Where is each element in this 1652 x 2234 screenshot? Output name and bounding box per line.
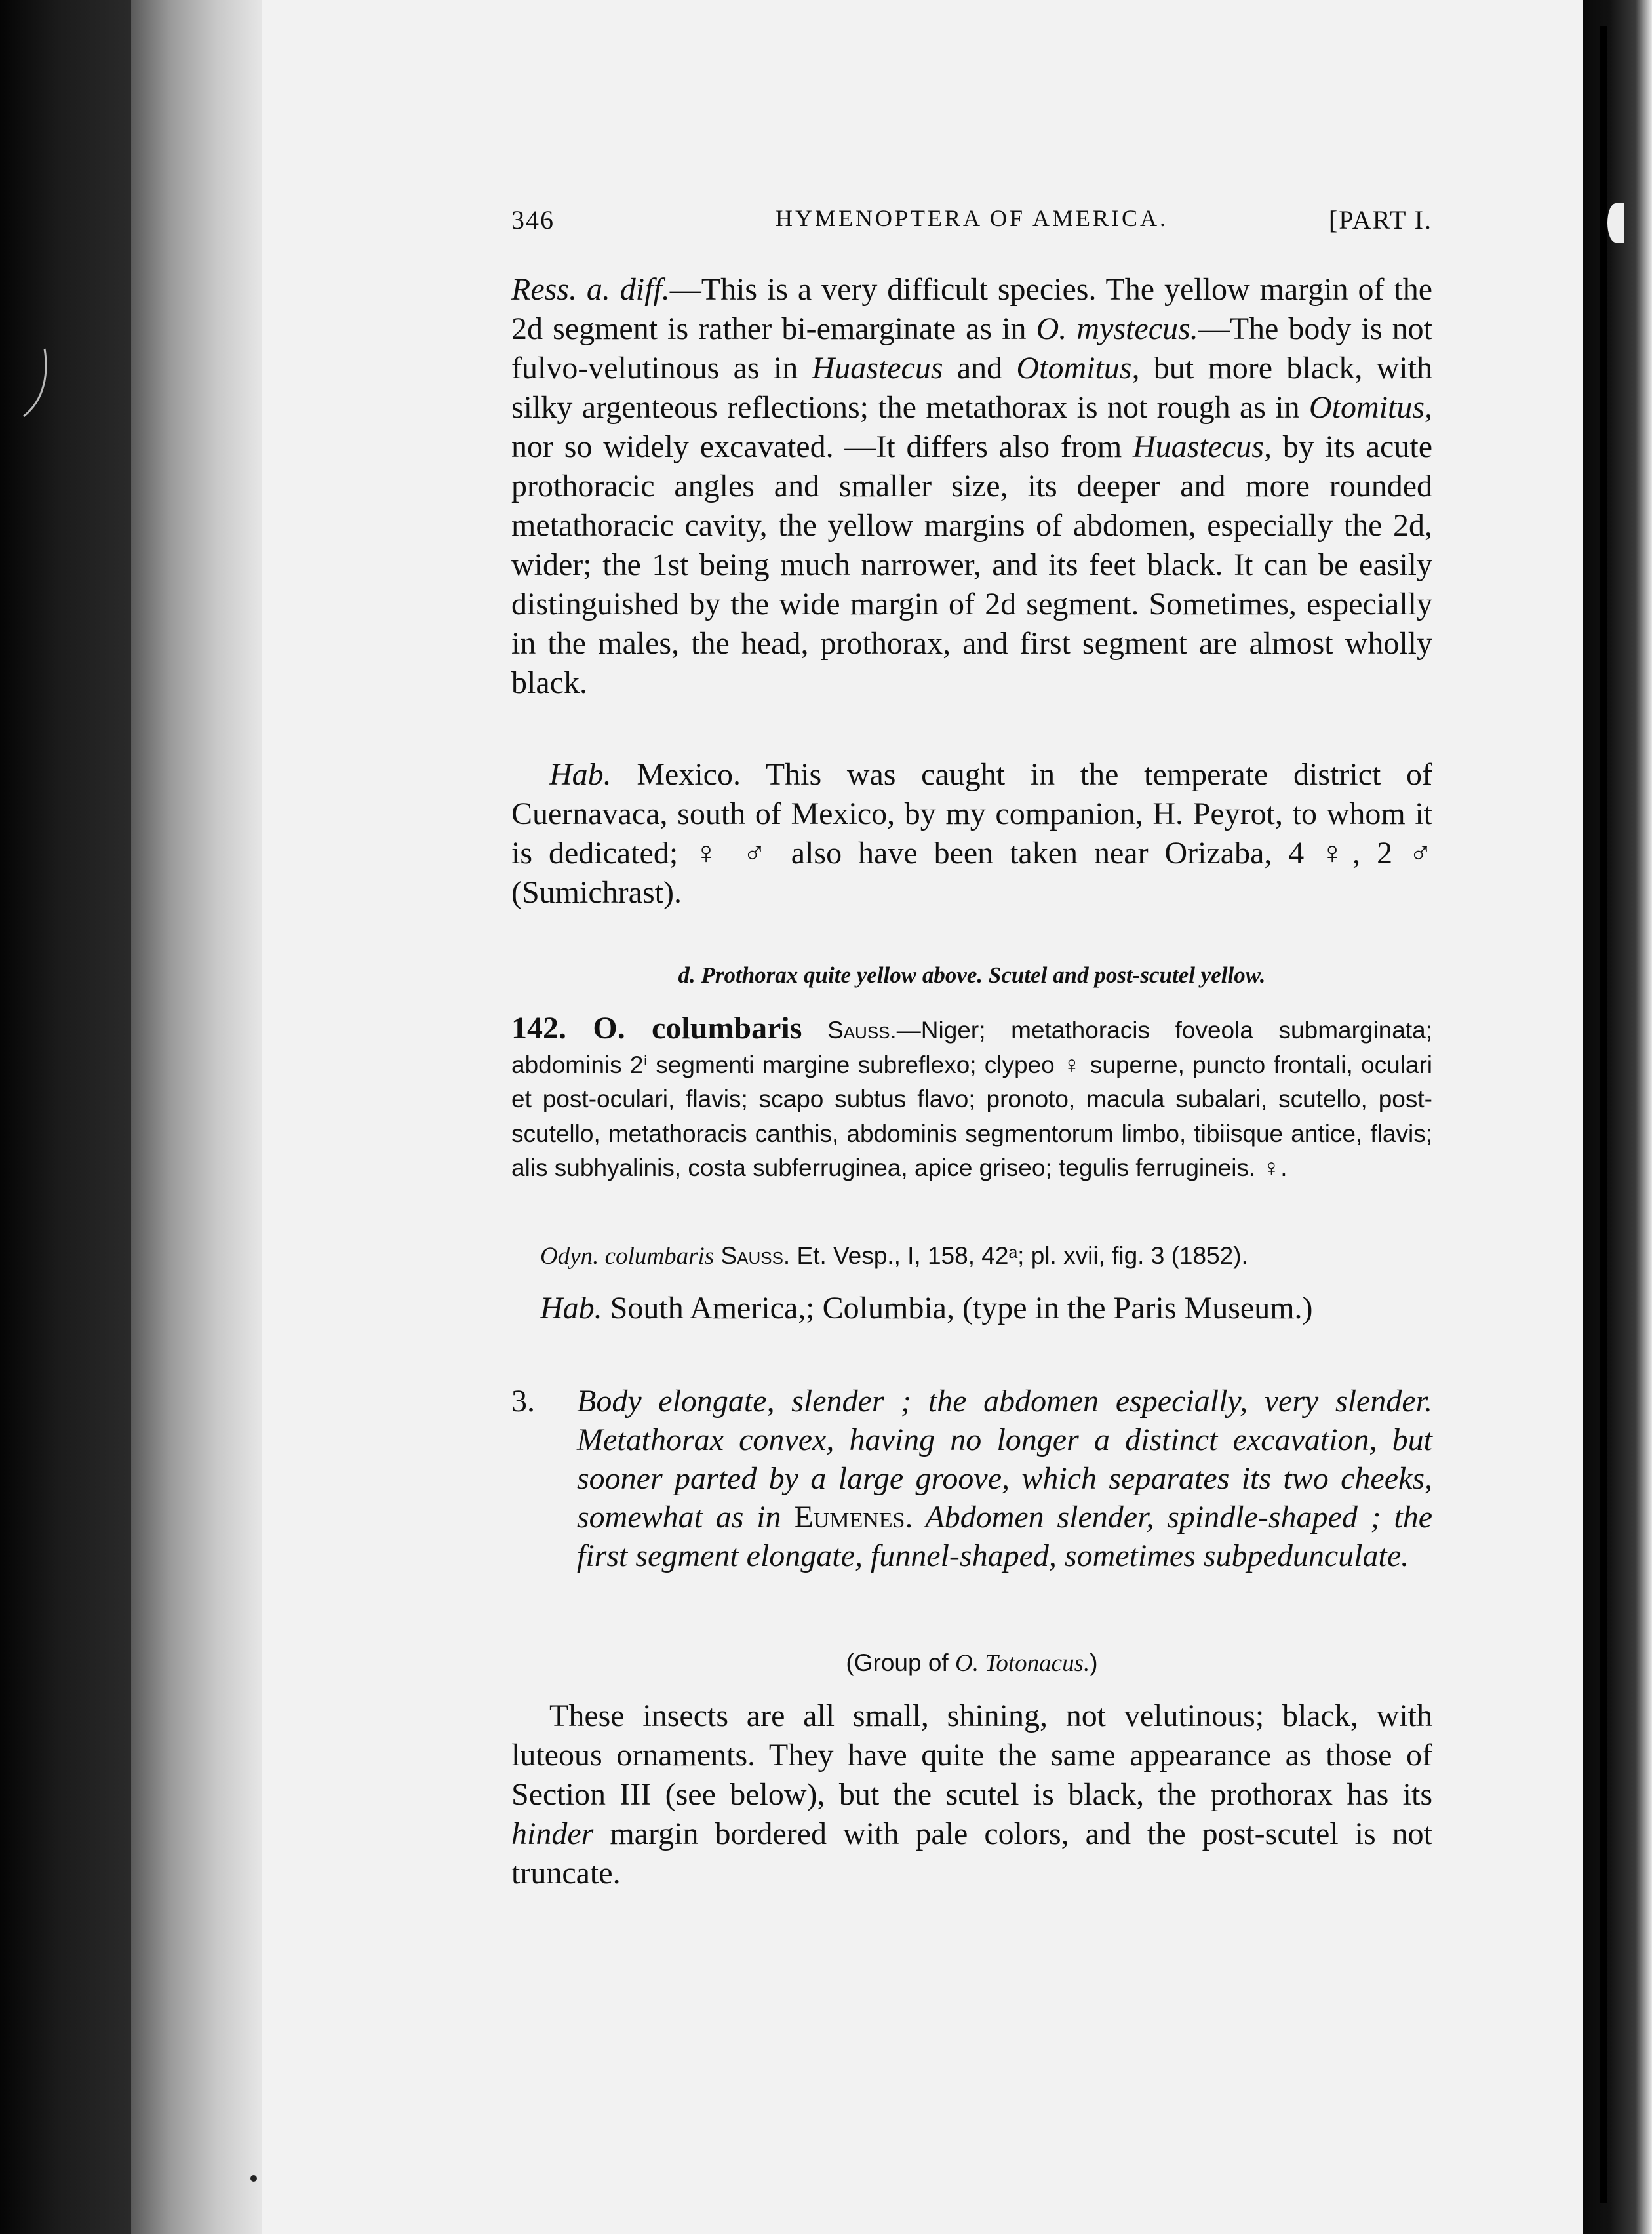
species-description: —Niger; metathoracis foveola submarginata; abdominis 2ⁱ segmenti margine subreflexo; clypeo ♀ superne, puncto frontali, oculari et post-oculari, flavis; scapo subtus flavo; pronoto, macula subalari, scutello, post-scutello, metathoracis canthis, abdominis segmentorum limbo, tibiisque antice, flavis; alis subhyalinis, costa subferruginea, apice griseo; tegulis ferrugineis. ♀. xyxy=(511,1017,1432,1181)
species-reference: Odyn. columbaris Sauss. Et. Vesp., I, 158, 42ᵃ; pl. xvii, fig. 3 (1852). xyxy=(540,1242,1248,1270)
species-name: 142. O. columbaris xyxy=(511,1011,802,1046)
margin-pencil-mark xyxy=(18,347,51,420)
book-spine-dark xyxy=(0,0,131,2234)
genus-name: Eumenes. xyxy=(794,1500,913,1535)
paragraph-habitat-columbia: Hab. South America,; Columbia, (type in the Paris Museum.) xyxy=(540,1291,1313,1325)
dust-speck xyxy=(250,2175,257,2182)
page-number: 346 xyxy=(511,205,555,235)
species-author: Sauss. xyxy=(827,1017,897,1044)
running-title: HYMENOPTERA OF AMERICA. xyxy=(775,205,1169,231)
part-label: [PART I. xyxy=(1328,205,1432,235)
paragraph-group-description: These insects are all small, shining, not velutinous; black, with luteous ornaments. They have quite the same appearance as those of Section III (see below), but the scutel is black, the prothorax has its hinder margin bordered with pale colors, and the post-scutel is not truncate. xyxy=(511,1698,1432,1891)
paragraph-differences: Ress. a. diff.—This is a very difficult species. The yellow margin of the 2d segment is rather bi-emarginate as in O. mystecus.—The body is not fulvo-velutinous as in Huastecus and Otomitus, but more black, with silky argenteous reflections; the metathorax is not rough as in Otomitus, nor so widely excavated. —It differs also from Huastecus, by its acute prothoracic angles and smaller size, its deeper and more rounded metathoracic cavity, the yellow margins of abdomen, especially the 2d, wider; the 1st being much narrower, and its feet black. It can be easily distinguished by the wide margin of 2d segment. Sometimes, especially in the males, the head, prothorax, and first segment are almost wholly black. xyxy=(511,272,1433,700)
section-number: 3. xyxy=(511,1384,535,1419)
section-3-definition: 3. Body elongate, slender ; the abdomen especially, very slender. Metathorax convex, having no longer a distinct excavation, but sooner parted by a large groove, which separates its two cheeks, somewhat as in Eumenes. Abdomen slender, spindle-shaped ; the first segment elongate, funnel-shaped, sometimes subpedunculate. xyxy=(511,1382,1432,1575)
species-entry-142 xyxy=(511,1011,1432,1186)
paragraph-habitat-mexico: Hab. Mexico. This was caught in the temperate district of Cuernavaca, south of Mexico, by my companion, H. Peyrot, to whom it is dedicated; ♀ ♂ also have been taken near Orizaba, 4 ♀, 2 ♂ (Sumichrast). xyxy=(511,757,1432,910)
subsection-caption-d: d. Prothorax quite yellow above. Scutel and post-scutel yellow. xyxy=(678,962,1266,988)
group-heading: (Group of O. Totonacus.) xyxy=(846,1649,1098,1677)
edge-mark xyxy=(1607,203,1624,243)
next-page-edge xyxy=(1583,0,1652,2234)
page-edge-line xyxy=(1600,26,1607,2203)
running-header xyxy=(511,205,1432,244)
lead-italic: Ress. a. diff. xyxy=(511,272,670,307)
